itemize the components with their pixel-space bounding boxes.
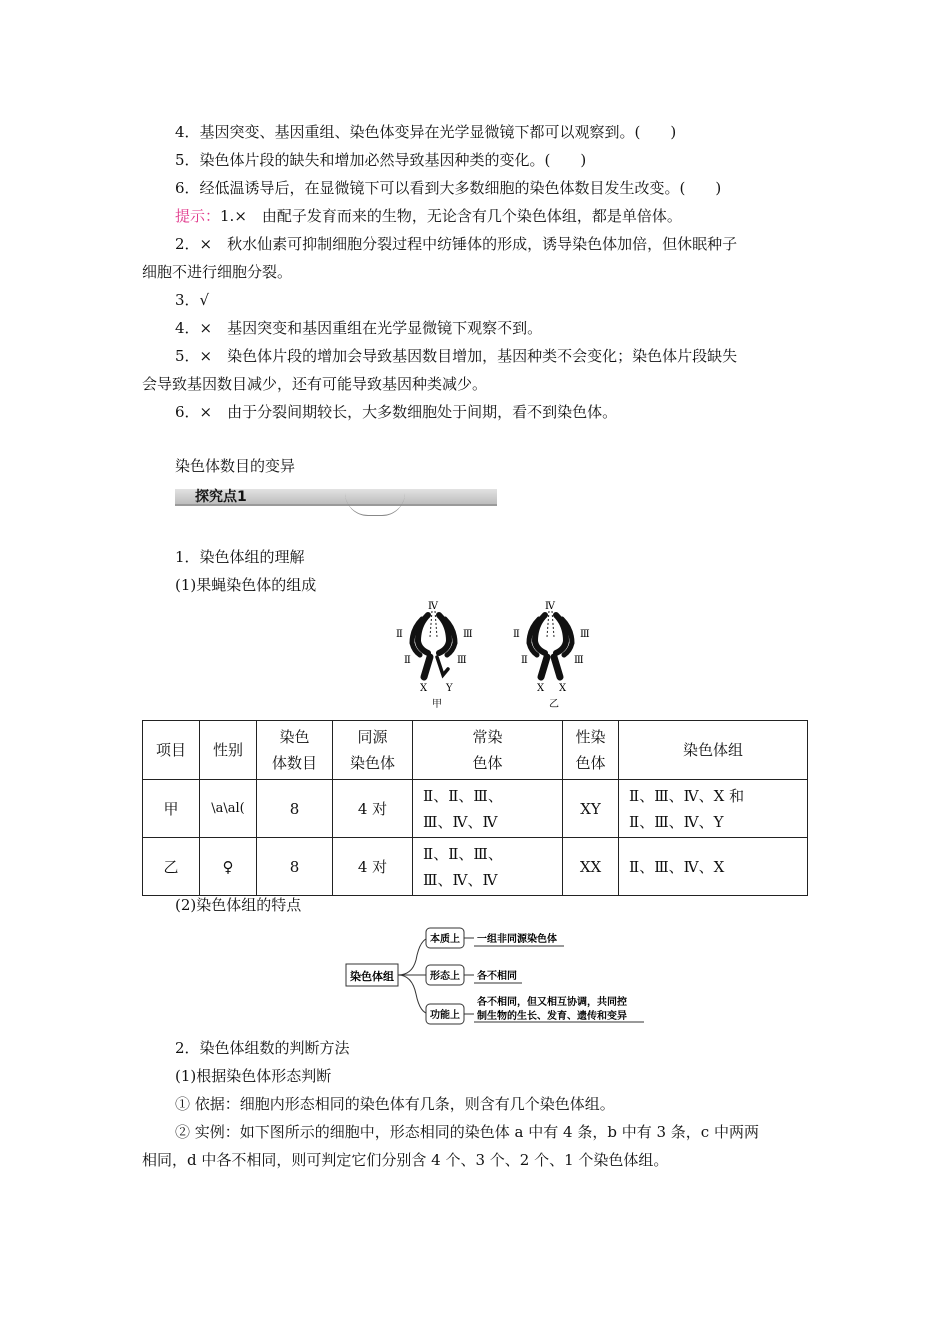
header-chromosome-set: 染色体组 xyxy=(619,721,808,780)
answer-1-text: 1.× 由配子发育而来的生物，无论含有几个染色体组，都是单倍体。 xyxy=(220,207,682,225)
cell-count: 8 xyxy=(257,780,333,838)
fly-karyotype-figure xyxy=(392,597,592,713)
karyotype-male xyxy=(396,601,473,710)
header-sex-chromosome: 性染 色体 xyxy=(563,721,619,780)
label-ii-b: Ⅱ xyxy=(521,655,528,666)
center-label: 染色体组 xyxy=(350,970,394,983)
label-y: Y xyxy=(446,683,453,694)
branch-text-function-1: 各不相同，但又相互协调，共同控 xyxy=(477,997,627,1008)
header-sex: 性别 xyxy=(200,721,257,780)
label-x-2: X xyxy=(559,683,567,694)
header-homolog: 同源 染色体 xyxy=(333,721,413,780)
branch-text-function-2: 制生物的生长、发育、遗传和变异 xyxy=(477,1011,627,1022)
label-ii-a: Ⅱ xyxy=(396,629,403,640)
subsection-1b: (2)染色体组的特点 xyxy=(175,896,302,914)
label-jia: 甲 xyxy=(432,699,442,710)
cell-sex-chromosome: XX xyxy=(563,838,619,896)
question-4: 4．基因突变、基因重组、染色体变异在光学显微镜下都可以观察到。( ) xyxy=(175,123,677,141)
answer-2-line-2: 细胞不进行细胞分裂。 xyxy=(142,263,293,281)
cell-count: 8 xyxy=(257,838,333,896)
cell-autosome: Ⅱ、Ⅱ、Ⅲ、 Ⅲ、Ⅳ、Ⅳ xyxy=(413,838,563,896)
question-6: 6．经低温诱导后，在显微镜下可以看到大多数细胞的染色体数目发生改变。( ) xyxy=(175,179,722,197)
hint-label: 提示： xyxy=(175,207,221,225)
label-iv: Ⅳ xyxy=(545,601,555,612)
cell-item: 乙 xyxy=(143,838,200,896)
cell-sex-chromosome: XY xyxy=(563,780,619,838)
answer-4: 4．× 基因突变和基因重组在光学显微镜下观察不到。 xyxy=(175,319,543,337)
karyotype-female xyxy=(513,601,590,710)
table-row xyxy=(143,780,808,838)
subsection-2: 2．染色体组数的判断方法 xyxy=(175,1039,350,1057)
question-5: 5．染色体片段的缺失和增加必然导致基因种类的变化。( ) xyxy=(175,151,587,169)
header-autosome: 常染 色体 xyxy=(413,721,563,780)
answer-1 xyxy=(175,206,682,226)
subsection-2a-example-line-2: 相同，d 中各不相同，则可判定它们分别含 4 个、3 个、2 个、1 个染色体组。 xyxy=(142,1151,669,1169)
cell-chromosome-set: Ⅱ、Ⅲ、Ⅳ、X 和 Ⅱ、Ⅲ、Ⅳ、Y xyxy=(619,780,808,838)
subsection-2a-basis: ① 依据：细胞内形态相同的染色体有几条，则含有几个染色体组。 xyxy=(175,1095,615,1113)
label-iii-b: Ⅲ xyxy=(457,655,467,666)
cell-autosome: Ⅱ、Ⅱ、Ⅲ、 Ⅲ、Ⅳ、Ⅳ xyxy=(413,780,563,838)
label-iii-b: Ⅲ xyxy=(574,655,584,666)
label-x: X xyxy=(420,683,428,694)
table-header-row xyxy=(143,721,808,780)
label-iii-a: Ⅲ xyxy=(463,629,473,640)
explore-point-banner xyxy=(175,489,497,508)
branch-text-essence: 一组非同源染色体 xyxy=(477,934,557,945)
answer-5-line-1: 5．× 染色体片段的增加会导致基因数目增加，基因种类不会变化；染色体片段缺失 xyxy=(175,347,738,365)
cell-sex: ♀ xyxy=(200,838,257,896)
label-yi: 乙 xyxy=(549,699,559,710)
table-row xyxy=(143,838,808,896)
cell-homolog: 4 对 xyxy=(333,780,413,838)
branch-text-morphology: 各不相同 xyxy=(477,971,517,982)
header-item: 项目 xyxy=(143,721,200,780)
subsection-2a: (1)根据染色体形态判断 xyxy=(175,1067,332,1085)
answer-6: 6．× 由于分裂间期较长，大多数细胞处于间期，看不到染色体。 xyxy=(175,403,618,421)
answer-5-line-2: 会导致基因数目减少，还有可能导致基因种类减少。 xyxy=(142,375,488,393)
subsection-1a: (1)果蝇染色体的组成 xyxy=(175,576,317,594)
subsection-2a-example-line-1: ② 实例：如下图所示的细胞中，形态相同的染色体 a 中有 4 条，b 中有 3 条，c 中两两 xyxy=(175,1123,759,1141)
answer-3: 3．√ xyxy=(175,291,210,309)
label-x-1: X xyxy=(537,683,545,694)
subsection-1: 1．染色体组的理解 xyxy=(175,548,305,566)
cell-sex: \a\al( xyxy=(200,780,257,838)
header-count: 染色 体数目 xyxy=(257,721,333,780)
cell-homolog: 4 对 xyxy=(333,838,413,896)
chromosome-set-concept-map xyxy=(340,920,650,1030)
cell-item: 甲 xyxy=(143,780,200,838)
label-iv: Ⅳ xyxy=(428,601,438,612)
label-ii-b: Ⅱ xyxy=(404,655,411,666)
label-iii-a: Ⅲ xyxy=(580,629,590,640)
label-ii-a: Ⅱ xyxy=(513,629,520,640)
chromosome-table xyxy=(142,720,808,896)
branch-label-morphology: 形态上 xyxy=(430,971,460,982)
branch-label-essence: 本质上 xyxy=(430,934,460,945)
explore-point-label: 探究点1 xyxy=(195,489,247,505)
cell-chromosome-set: Ⅱ、Ⅲ、Ⅳ、X xyxy=(619,838,808,896)
answer-2-line-1: 2．× 秋水仙素可抑制细胞分裂过程中纺锤体的形成，诱导染色体加倍，但休眠种子 xyxy=(175,235,738,253)
section-title: 染色体数目的变异 xyxy=(175,457,296,475)
branch-label-function: 功能上 xyxy=(430,1010,460,1021)
